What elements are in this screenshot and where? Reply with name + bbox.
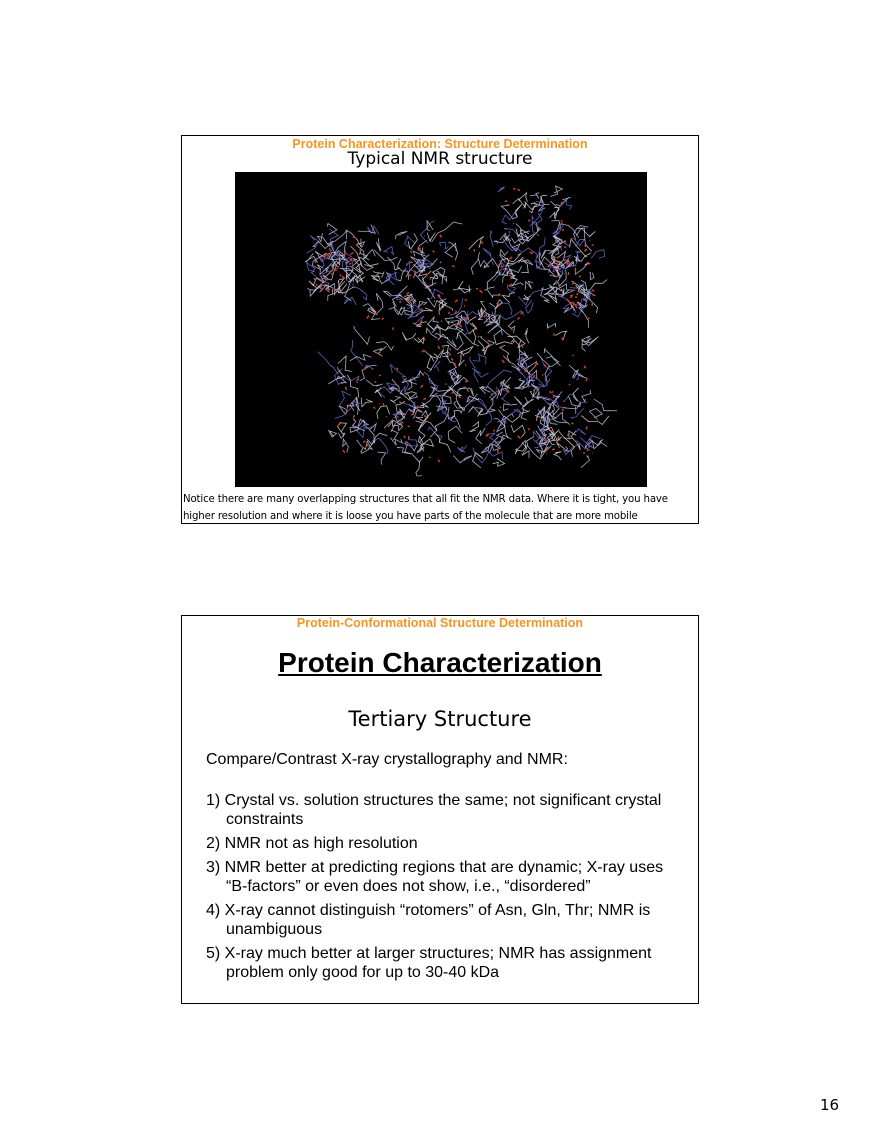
image-caption [183, 491, 699, 525]
slide-nmr-structure [181, 135, 699, 524]
slide-title: Protein Characterization [278, 647, 602, 678]
list-item: 2) NMR not as high resolution [206, 835, 418, 852]
page-number: 16 [820, 1096, 840, 1114]
list-item: 3) NMR better at predicting regions that are dynamic; X-ray uses “B-factors” or even does not show, i.e., “disordered” [206, 859, 664, 895]
list-item: 4) X-ray cannot distinguish “rotomers” of Asn, Gln, Thr; NMR is unambiguous [206, 902, 651, 938]
list-item: 1) Crystal vs. solution structures the same; not significant crystal constraints [206, 792, 662, 828]
intro-text: Compare/Contrast X-ray crystallography and NMR: [206, 751, 568, 768]
slide-header: Protein-Conformational Structure Determination [296, 616, 584, 630]
backbone-traces [305, 186, 617, 476]
slide-subtitle: Tertiary Structure [348, 707, 532, 731]
caption-line: higher resolution and where it is loose you have parts of the molecule that are more mobile [183, 511, 638, 522]
nmr-ensemble-image [235, 172, 647, 487]
slide-tertiary-structure [181, 615, 699, 1004]
comparison-list [206, 791, 686, 987]
list-item: 5) X-ray much better at larger structures; NMR has assignment problem only good for up to 30-40 kDa [206, 945, 652, 981]
slide-title: Typical NMR structure [347, 149, 533, 169]
protein-ensemble-graphic [235, 172, 647, 487]
caption-line: Notice there are many overlapping structures that all fit the NMR data. Where it is tight, you have [183, 494, 668, 505]
slide-header: Protein Characterization: Structure Determination [292, 137, 588, 151]
